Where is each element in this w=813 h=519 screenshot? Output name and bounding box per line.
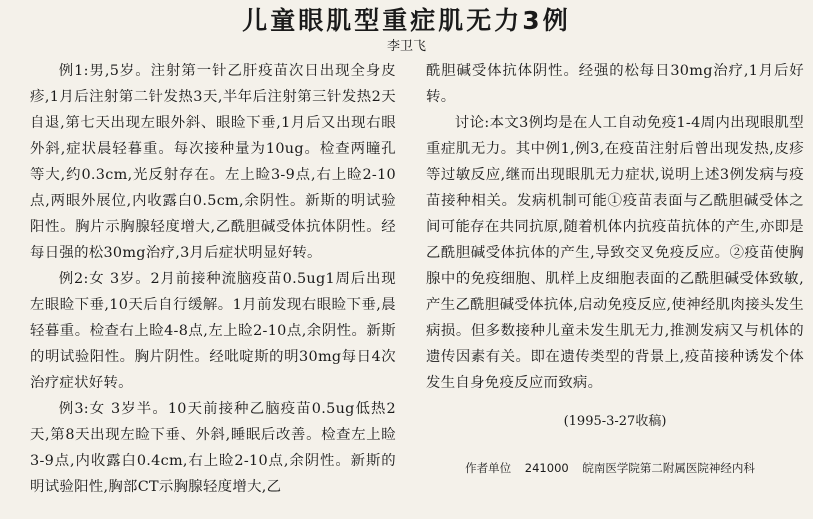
received-date: (1995-3-27收稿) (563, 414, 667, 429)
left-column (30, 58, 396, 500)
affiliation-institution: 皖南医学院第二附属医院神经内科 (582, 461, 755, 475)
case-1-paragraph: 例1:男,5岁。注射第一针乙肝疫苗次日出现全身皮疹,1月后注射第二针发热3天,半年后注射第三针发热2天自退,第七天出现左眼外斜、眼睑下垂,1月后又出现右眼外斜,症状晨轻暮重。每次接种量为10ug。检查两瞳孔等大,约0.3cm,光反射存在。左上睑3-9点,右上睑2-10点,两眼外展位,内收露白0.5cm,余阴性。新斯的明试验阳性。胸片示胸腺轻度增大,乙酰胆碱受体抗体阴性。经每日强的松30mg治疗,3月后症状明显好转。 (30, 63, 396, 261)
article-title: 儿童眼肌型重症肌无力3例 (242, 6, 571, 35)
affiliation-postcode: 241000 (524, 461, 569, 475)
right-column (426, 58, 804, 396)
author-name: 李卫飞 (386, 39, 426, 54)
case-3-continued: 酰胆碱受体抗体阴性。经强的松每日30mg治疗,1月后好转。 (426, 63, 804, 105)
case-2-paragraph: 例2:女 3岁。2月前接种流脑疫苗0.5ug1周后出现左眼睑下垂,10天后自行缓解。1月前发现右眼睑下垂,晨轻暮重。检查右上睑4-8点,左上睑2-10点,余阴性。新斯的明试验阳性。胸片阴性。经吡啶斯的明30mg每日4次治疗症状好转。 (30, 271, 396, 391)
author-affiliation (426, 460, 804, 476)
case-3-paragraph: 例3:女 3岁半。10天前接种乙脑疫苗0.5ug低热2天,第8天出现左睑下垂、外斜,睡眠后改善。检查左上睑3-9点,内收露白0.4cm,右上睑2-10点,余阴性。新斯的明试验阳性,胸部CT示胸腺轻度增大,乙 (30, 401, 396, 495)
discussion-paragraph: 讨论:本文3例均是在人工自动免疫1-4周内出现眼肌型重症肌无力。其中例1,例3,在疫苗注射后曾出现发热,皮疹等过敏反应,继而出现眼肌无力症状,说明上述3例发病与疫苗接种相关。发病机制可能①疫苗表面与乙酰胆碱受体之间可能存在共同抗原,随着机体内抗疫苗抗体的产生,亦即是乙酰胆碱受体抗体的产生,导致交叉免疫反应。②疫苗使胸腺中的免疫细胞、肌样上皮细胞表面的乙酰胆碱受体致敏,产生乙酰胆碱受体抗体,启动免疫反应,使神经肌肉接头发生病损。但多数接种儿童未发生肌无力,推测发病又与机体的遗传因素有关。即在遗传类型的背景上,疫苗接种诱发个体发生自身免疫反应而致病。 (426, 115, 804, 391)
affiliation-label: 作者单位 (465, 461, 512, 475)
